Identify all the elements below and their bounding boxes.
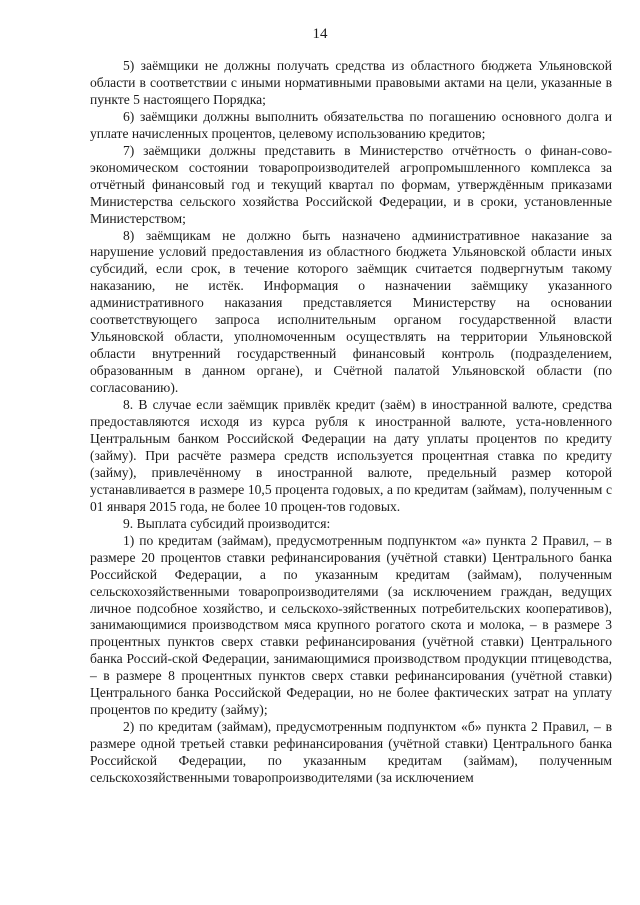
page-number: 14 — [312, 26, 328, 42]
paragraph-borrower-condition-8: 8) заёмщикам не должно быть назначено административное наказание за нарушение условий предоставления из областного бюджета Ульяновской области иных субсидий, если срок, в течение которого заёмщик считается подвергнутым такому наказанию, не истёк. Информация о назначении заёмщику указанного административного наказания представляется Министерству на основании соответствующего запроса исполнительным органом государственной власти Ульяновской области, уполномоченным осуществлять на территории Ульяновской области внутренний государственный финансовый контроль (подразделением, образованным в данном органе), и Счётной палатой Ульяновской области (по согласованию). — [90, 227, 612, 396]
document-body — [90, 58, 612, 787]
paragraph-borrower-condition-6: 6) заёмщики должны выполнить обязательства по погашению основного долга и уплате начисленных процентов, целевому использованию кредитов; — [90, 108, 612, 141]
paragraph-borrower-condition-5: 5) заёмщики не должны получать средства из областного бюджета Ульяновской области в соответствии с иными нормативными правовыми актами на цели, указанные в пункте 5 настоящего Порядка; — [90, 58, 612, 107]
paragraph-clause-9-item-2: 2) по кредитам (займам), предусмотренным подпунктом «б» пункта 2 Правил, – в размере одной третьей ставки рефинансирования (учётной ставки) Центрального банка Российской Федерации, по указанным кредитам (займам), полученным сельскохозяйственными товаропроизводителями (за исключением — [90, 719, 612, 786]
paragraph-clause-9: 9. Выплата субсидий производится: — [123, 515, 331, 531]
paragraph-clause-9-item-1: 1) по кредитам (займам), предусмотренным подпунктом «а» пункта 2 Правил, – в размере 20 процентов ставки рефинансирования (учётной ставки) Центрального банка Российской Федерации, а по указанным кредитам (займам), полученным сельскохозяйственными товаропроизводителями (за исключением граждан, ведущих личное подсобное хозяйство, и сельскохо-зяйственных потребительских кооперативов), занимающимися производством мяса крупного рогатого скота и молока, – в размере 3 процентных пунктов сверх ставки рефинансирования (учётной ставки) Центрального банка Россий-ской Федерации, занимающимися производством продукции птицеводства, – в размере 8 процентных пунктов сверх ставки рефинансирования (учётной ставки) Центрального банка Российской Федерации, но не более фактических затрат на уплату процентов по кредиту (займу); — [90, 532, 612, 718]
paragraph-clause-8: 8. В случае если заёмщик привлёк кредит (заём) в иностранной валюте, средства предоставляются исходя из курса рубля к иностранной валюте, уста-новленного Центральным банком Российской Федерации на дату уплаты процентов по кредиту (займу). При расчёте размера средств используется процентная ставка по кредиту (займу), привлечённому в иностранной валюте, предельный размер которой устанавливается в размере 10,5 процента годовых, а по кредитам (займам), полученным с 01 января 2015 года, не более 10 процен-тов годовых. — [90, 397, 612, 514]
paragraph-borrower-condition-7: 7) заёмщики должны представить в Министерство отчётность о финан-сово-экономическом состоянии товаропроизводителей агропромышленного комплекса за отчётный финансовый год и текущий квартал по формам, утверждённым приказами Министерства сельского хозяйства Российской Федерации, и в сроки, установленные Министерством; — [90, 142, 612, 226]
